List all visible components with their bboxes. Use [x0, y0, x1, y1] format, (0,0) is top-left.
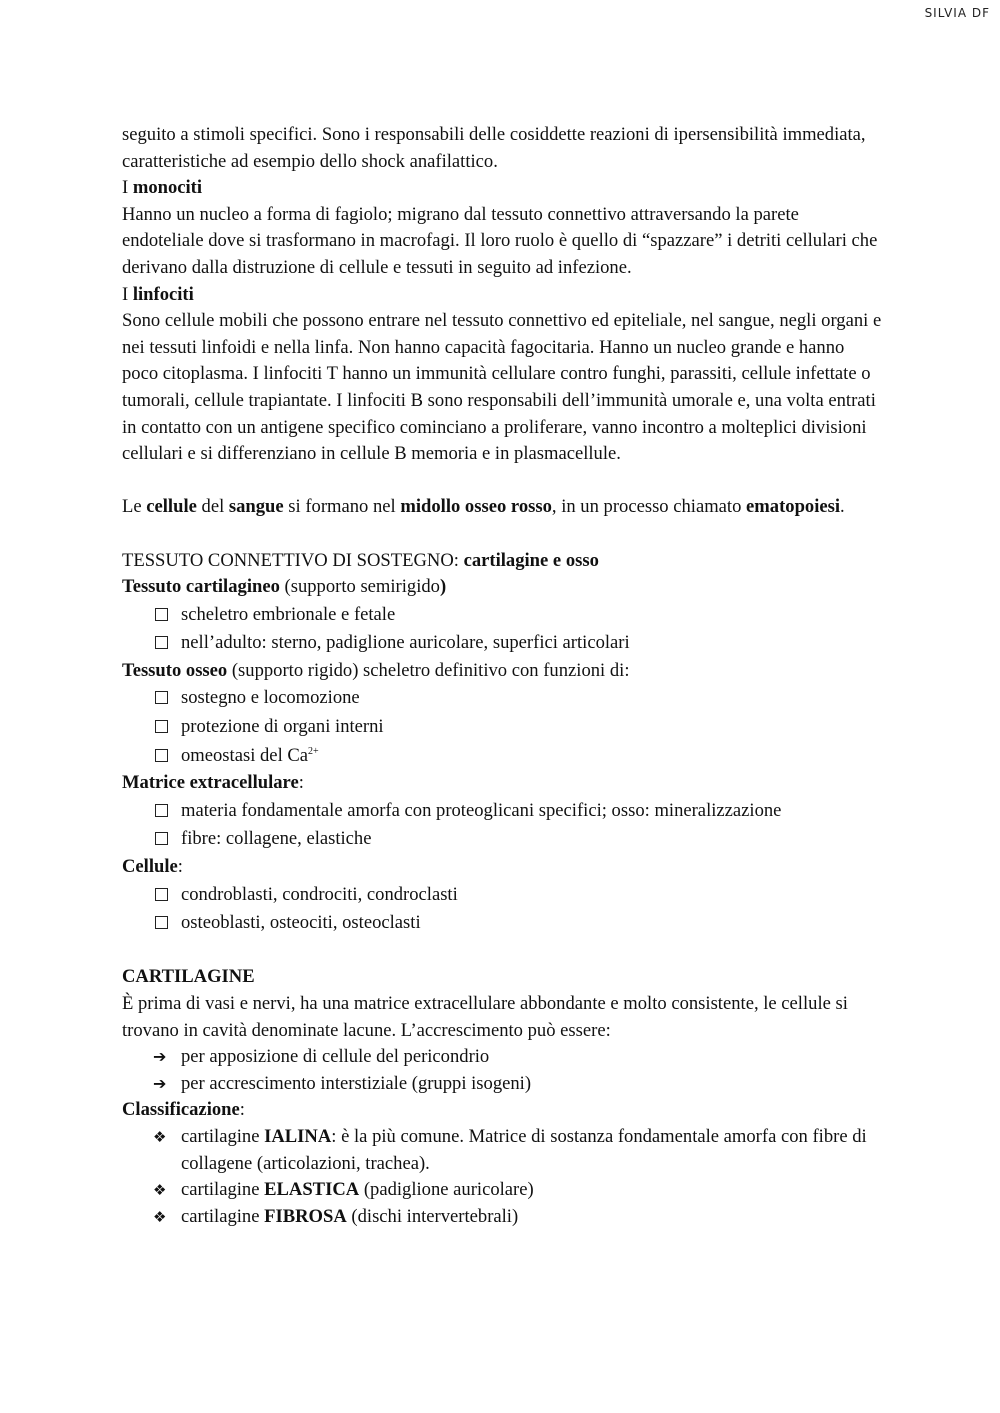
list-item: ➔ per apposizione di cellule del pericondrio: [122, 1044, 882, 1071]
classificazione-title: Classificazione:: [122, 1099, 245, 1121]
diamond-bullet-icon: ❖: [153, 1127, 167, 1146]
arrow-right-icon: ➔: [153, 1047, 167, 1067]
list-item: materia fondamentale amorfa con proteoglicani specifici; osso: mineralizzazione: [122, 797, 882, 826]
cellule-title: Cellule:: [122, 856, 183, 878]
checkbox-icon: [155, 720, 168, 733]
checkbox-icon: [155, 636, 168, 649]
list-item: ❖ cartilagine FIBROSA (dischi intervertebrali): [122, 1204, 882, 1231]
checkbox-icon: [155, 804, 168, 817]
cartilagine-heading: CARTILAGINE: [122, 966, 255, 988]
osseo-list: [122, 684, 882, 770]
paragraph-basofili-end: seguito a stimoli specifici. Sono i responsabili delle cosiddette reazioni di ipersensibilità immediata, caratteristiche ad esempio dello shock anafilattico.: [122, 124, 866, 172]
linfociti-text: Sono cellule mobili che possono entrare nel tessuto connettivo ed epiteliale, nel sangue, negli organi e nei tessuti linfoidi e nella linfa. Non hanno capacità fagocitaria. Hanno un nucleo grande e hanno poco citoplasma. I linfociti T hanno un immunità cellulare contro funghi, parassiti, cellule infettate o tumorali, cellule trapiantate. I linfociti B sono responsabili dell’immunità umorale e, una volta entrati in contatto con un antigene specifico cominciano a proliferare, vanno incontro a molteplici divisioni cellulari e si differenziano in cellule B memoria e in plasmacellule.: [122, 310, 882, 465]
checkbox-icon: [155, 691, 168, 704]
list-item: ❖ cartilagine ELASTICA (padiglione auricolare): [122, 1177, 882, 1204]
list-item: fibre: collagene, elastiche: [122, 825, 882, 854]
ematopoiesi-paragraph: Le cellule del sangue si formano nel midollo osseo rosso, in un processo chiamato ematopoiesi.: [122, 496, 845, 518]
arrow-right-icon: ➔: [153, 1073, 167, 1093]
list-item: osteoblasti, osteociti, osteoclasti: [122, 909, 882, 938]
linfociti-heading: I linfociti: [122, 283, 194, 305]
list-item: omeostasi del $Ca^{2+}$: [122, 742, 882, 771]
list-item: scheletro embrionale e fetale: [122, 601, 882, 630]
checkbox-icon: [155, 832, 168, 845]
matrice-title: Matrice extracellulare:: [122, 772, 304, 794]
diamond-bullet-icon: ❖: [153, 1181, 167, 1200]
list-item: nell’adulto: sterno, padiglione auricolare, superfici articolari: [122, 629, 882, 658]
accrescimento-list: [122, 1044, 882, 1097]
matrice-list: [122, 797, 882, 854]
checkbox-icon: [155, 888, 168, 901]
cartilagineo-title: Tessuto cartilagineo (supporto semirigido): [122, 576, 447, 598]
osseo-title: Tessuto osseo (supporto rigido) scheletro definitivo con funzioni di:: [122, 659, 630, 681]
list-item: sostegno e locomozione: [122, 684, 882, 713]
cartilagineo-list: [122, 601, 882, 658]
list-item: ❖ cartilagine IALINA: è la più comune. Matrice di sostanza fondamentale amorfa con fibre di collagene (articolazioni, trachea).: [153, 1125, 867, 1174]
diamond-bullet-icon: ❖: [153, 1207, 167, 1226]
list-item: condroblasti, condrociti, condroclasti: [122, 881, 882, 910]
author-watermark: SILVIA DF: [924, 6, 990, 20]
monociti-heading: I monociti: [122, 177, 203, 199]
cartilagine-text: È prima di vasi e nervi, ha una matrice extracellulare abbondante e molto consistente, le cellule si trovano in cavità denominate lacune. L’accrescimento può essere:: [122, 993, 848, 1041]
cellule-list: [122, 881, 882, 938]
list-item: protezione di organi interni: [122, 713, 882, 742]
checkbox-icon: [155, 608, 168, 621]
list-item: ➔ per accrescimento interstiziale (gruppi isogeni): [122, 1071, 882, 1098]
classificazione-list: [122, 1124, 882, 1230]
checkbox-icon: [155, 749, 168, 762]
page-content: [122, 122, 882, 1230]
monociti-text: Hanno un nucleo a forma di fagiolo; migrano dal tessuto connettivo attraversando la parete endoteliale dove si trasformano in macrofagi. Il loro ruolo è quello di “spazzare” i detriti cellulari che derivano dalla distruzione di cellule e tessuti in seguito ad infezione.: [122, 203, 878, 278]
sostegno-heading: TESSUTO CONNETTIVO DI SOSTEGNO: cartilagine e osso: [122, 549, 599, 571]
checkbox-icon: [155, 916, 168, 929]
